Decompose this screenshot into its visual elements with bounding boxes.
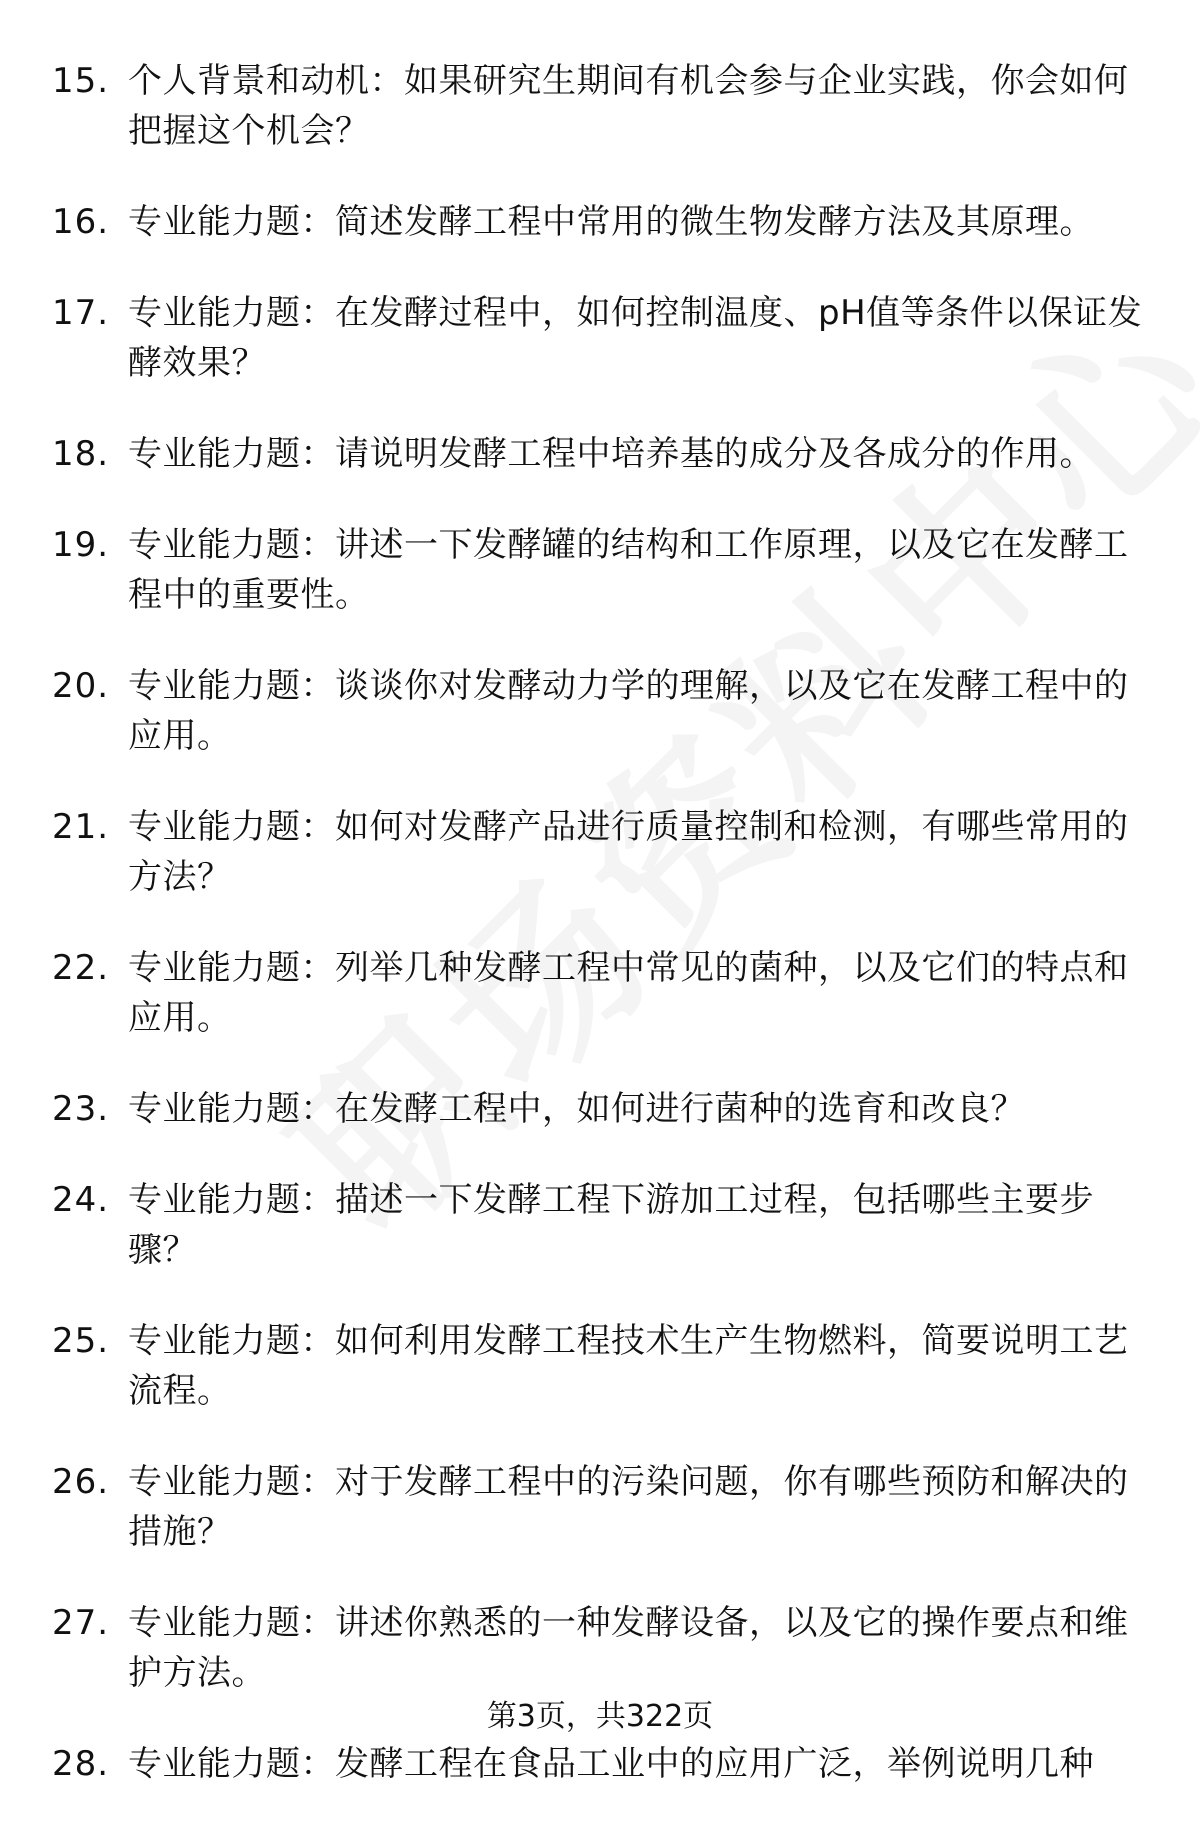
page-footer: 第3页，共322页 xyxy=(486,1699,714,1734)
question-item xyxy=(0,56,1200,156)
question-text: 专业能力题：描述一下发酵工程下游加工过程，包括哪些主要步骤？ xyxy=(128,1180,1094,1270)
question-item xyxy=(0,1084,1200,1134)
question-text: 专业能力题：讲述一下发酵罐的结构和工作原理，以及它在发酵工程中的重要性。 xyxy=(128,525,1129,615)
question-text: 专业能力题：如何对发酵产品进行质量控制和检测，有哪些常用的方法？ xyxy=(128,807,1129,897)
question-number: 23. xyxy=(52,1089,110,1129)
question-number: 21. xyxy=(52,807,110,847)
question-number: 19. xyxy=(52,525,110,565)
question-item xyxy=(0,1316,1200,1416)
question-list xyxy=(0,56,1200,1830)
question-item xyxy=(0,661,1200,761)
question-item xyxy=(0,520,1200,620)
question-text: 专业能力题：请说明发酵工程中培养基的成分及各成分的作用。 xyxy=(128,434,1094,474)
question-text: 专业能力题：列举几种发酵工程中常见的菌种，以及它们的特点和应用。 xyxy=(128,948,1129,1038)
question-text: 专业能力题：发酵工程在食品工业中的应用广泛，举例说明几种 xyxy=(128,1744,1094,1784)
question-number: 20. xyxy=(52,666,110,706)
question-number: 18. xyxy=(52,434,110,474)
question-text: 专业能力题：在发酵工程中，如何进行菌种的选育和改良？ xyxy=(128,1089,1025,1129)
question-item xyxy=(0,429,1200,479)
question-number: 27. xyxy=(52,1603,110,1643)
question-text: 个人背景和动机：如果研究生期间有机会参与企业实践，你会如何把握这个机会？ xyxy=(128,61,1129,151)
question-item xyxy=(0,288,1200,388)
question-number: 28. xyxy=(52,1744,110,1784)
question-item xyxy=(0,197,1200,247)
question-item xyxy=(0,1457,1200,1557)
question-item xyxy=(0,1175,1200,1275)
question-item xyxy=(0,1598,1200,1698)
question-text: 专业能力题：讲述你熟悉的一种发酵设备，以及它的操作要点和维护方法。 xyxy=(128,1603,1129,1693)
question-item xyxy=(0,943,1200,1043)
question-number: 17. xyxy=(52,293,110,333)
question-text: 专业能力题：在发酵过程中，如何控制温度、pH值等条件以保证发酵效果？ xyxy=(128,293,1143,383)
question-item xyxy=(0,1739,1200,1789)
question-number: 24. xyxy=(52,1180,110,1220)
question-text: 专业能力题：简述发酵工程中常用的微生物发酵方法及其原理。 xyxy=(128,202,1094,242)
question-number: 15. xyxy=(52,61,110,101)
question-text: 专业能力题：如何利用发酵工程技术生产生物燃料，简要说明工艺流程。 xyxy=(128,1321,1129,1411)
question-number: 26. xyxy=(52,1462,110,1502)
question-number: 16. xyxy=(52,202,110,242)
question-item xyxy=(0,802,1200,902)
question-number: 22. xyxy=(52,948,110,988)
question-number: 25. xyxy=(52,1321,110,1361)
question-text: 专业能力题：谈谈你对发酵动力学的理解，以及它在发酵工程中的应用。 xyxy=(128,666,1129,756)
question-text: 专业能力题：对于发酵工程中的污染问题，你有哪些预防和解决的措施？ xyxy=(128,1462,1129,1552)
